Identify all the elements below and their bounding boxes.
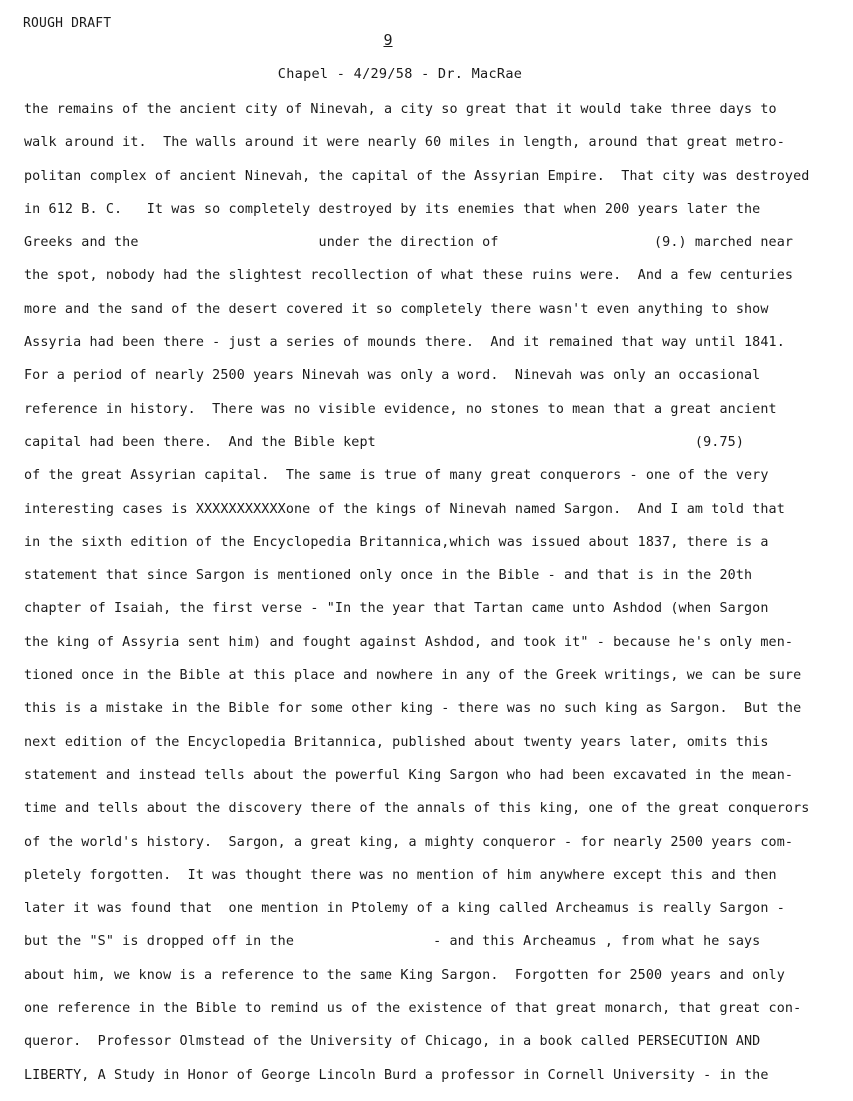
text-line: walk around it. The walls around it were nearly 60 miles in length, around that great metro- <box>24 135 785 151</box>
text-line: statement that since Sargon is mentioned only once in the Bible - and that is in the 20th <box>24 568 753 584</box>
body-text <box>24 100 830 1099</box>
text-line: statement and instead tells about the powerful King Sargon who had been excavated in the mean- <box>24 767 794 783</box>
text-line: next edition of the Encyclopedia Britannica, published about twenty years later, omits this <box>24 734 769 750</box>
text-line: reference in history. There was no visible evidence, no stones to mean that a great ancient <box>24 401 777 417</box>
text-line: For a period of nearly 2500 years Ninevah was only a word. Ninevah was only an occasional <box>24 368 761 384</box>
text-line: the remains of the ancient city of Ninevah, a city so great that it would take three days to <box>24 102 777 117</box>
text-line: of the world's history. Sargon, a great king, a mighty conqueror - for nearly 2500 years com- <box>24 834 794 850</box>
text-line: this is a mistake in the Bible for some other king - there was no such king as Sargon. But the <box>24 701 802 717</box>
text-line: politan complex of ancient Ninevah, the capital of the Assyrian Empire. That city was destroyed <box>24 168 810 184</box>
text-line: chapter of Isaiah, the first verse - "In the year that Tartan came unto Ashdod (when Sargon <box>24 601 769 617</box>
text-line: in 612 B. C. It was so completely destroyed by its enemies that when 200 years later the <box>24 201 761 217</box>
text-line: queror. Professor Olmstead of the University of Chicago, in a book called PERSECUTION AND <box>24 1034 761 1050</box>
text-line: of the great Assyrian capital. The same is true of many great conquerors - one of the very <box>24 468 769 484</box>
text-line: in the sixth edition of the Encyclopedia Britannica,which was issued about 1837, there is a <box>24 534 769 550</box>
text-line: pletely forgotten. It was thought there was no mention of him anywhere except this and then <box>24 867 777 883</box>
text-line: capital had been there. And the Bible kept (9.75) <box>24 434 745 450</box>
page-number: 9 <box>383 31 393 49</box>
text-line: the spot, nobody had the slightest recollection of what these ruins were. And a few centuries <box>24 268 794 284</box>
text-line: Assyria had been there - just a series of mounds there. And it remained that way until 1841. <box>24 335 785 351</box>
text-line: one reference in the Bible to remind us of the existence of that great monarch, that great con- <box>24 1001 802 1017</box>
text-line: more and the sand of the desert covered it so completely there wasn't even anything to show <box>24 301 769 317</box>
text-line: later it was found that one mention in Ptolemy of a king called Archeamus is really Sargon - <box>24 901 785 917</box>
text-line: LIBERTY, A Study in Honor of George Lincoln Burd a professor in Cornell University - in the <box>24 1067 769 1083</box>
text-line: but the "S" is dropped off in the - and this Archeamus , from what he says <box>24 934 761 950</box>
text-line: tioned once in the Bible at this place and nowhere in any of the Greek writings, we can be sure <box>24 668 802 684</box>
text-line: the king of Assyria sent him) and fought against Ashdod, and took it" - because he's only men- <box>24 634 794 650</box>
draft-label: ROUGH DRAFT <box>23 16 112 31</box>
text-line: time and tells about the discovery there of the annals of this king, one of the great conquerors <box>24 801 810 817</box>
text-line: interesting cases is XXXXXXXXXXXone of the kings of Ninevah named Sargon. And I am told that <box>24 501 785 517</box>
text-line: about him, we know is a reference to the same King Sargon. Forgotten for 2500 years and only <box>24 967 785 983</box>
document-header: Chapel - 4/29/58 - Dr. MacRae <box>277 66 523 82</box>
text-line: Greeks and the under the direction of (9.) marched near <box>24 235 794 251</box>
